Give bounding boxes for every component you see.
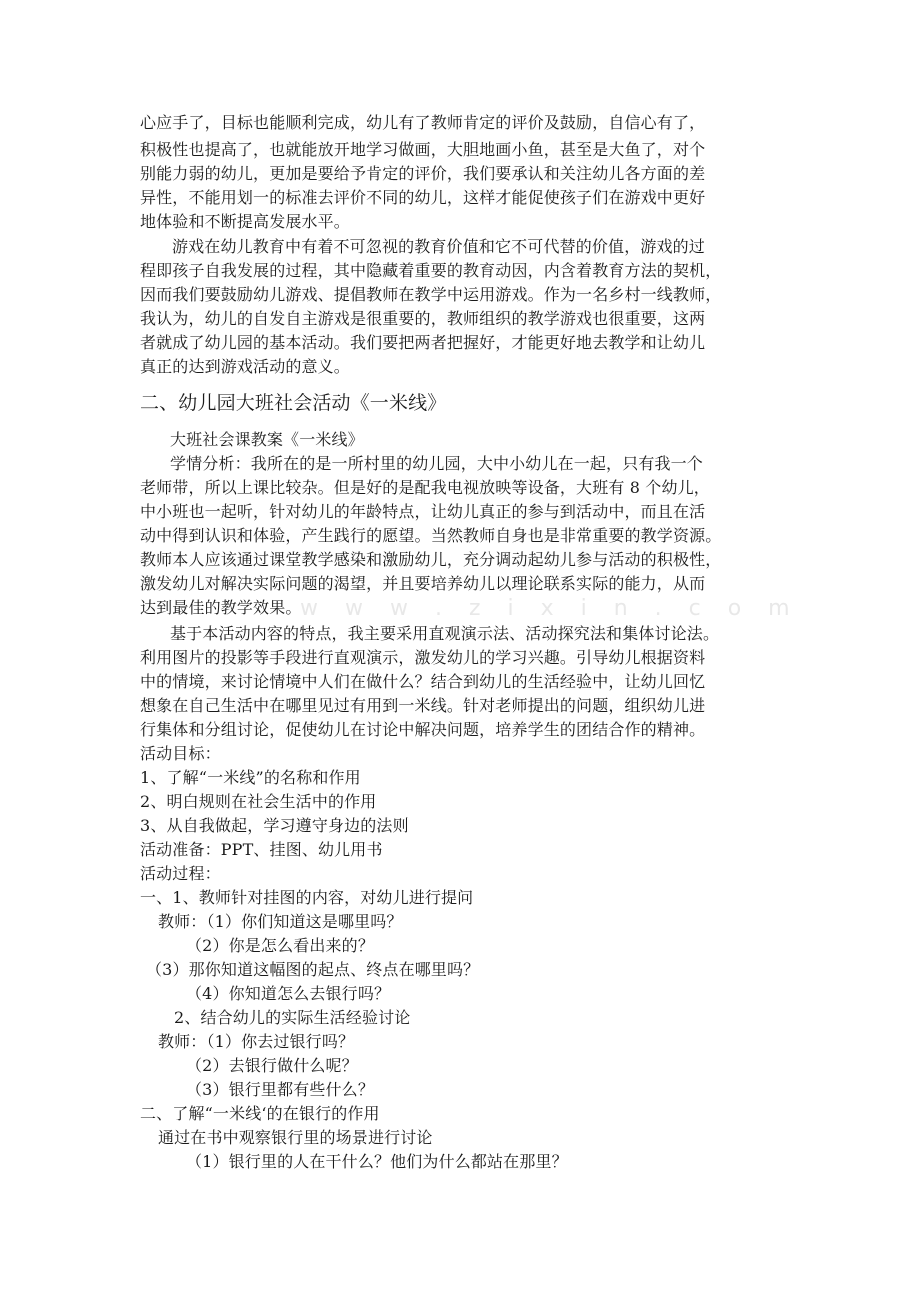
paragraph-line: 教师本人应该通过课堂教学感染和激励幼儿，充分调动起幼儿参与活动的积极性， [140, 550, 722, 569]
goal-item: 3、从自我做起，学习遵守身边的法则 [140, 816, 409, 835]
process-label: 活动过程： [140, 864, 221, 883]
lesson-title: 大班社会课教案《一米线》 [170, 430, 364, 449]
paragraph-line: 老师带，所以上课比较杂。但是好的是配我电视放映等设备，大班有 8 个幼儿， [140, 478, 710, 497]
question-line: （1）银行里的人在干什么？他们为什么都站在那里？ [186, 1152, 568, 1171]
question-line: （3）银行里都有些什么？ [186, 1080, 374, 1099]
paragraph-line: 游戏在幼儿教育中有着不可忽视的教育价值和它不可代替的价值，游戏的过 [172, 237, 705, 256]
paragraph-line: 利用图片的投影等手段进行直观演示，激发幼儿的学习兴趣。引导幼儿根据资料 [140, 648, 706, 667]
goal-item: 2、明白规则在社会生活中的作用 [140, 792, 377, 811]
paragraph-line: 学情分析：我所在的是一所村里的幼儿园，大中小幼儿在一起，只有我一个 [170, 454, 703, 473]
paragraph-line: 中小班也一起听，针对幼儿的年龄特点，让幼儿真正的参与到活动中，而且在活 [140, 502, 706, 521]
paragraph-line: 程即孩子自我发展的过程，其中隐藏着重要的教育动因，内含着教育方法的契机， [140, 261, 722, 280]
paragraph-line: 通过在书中观察银行里的场景进行讨论 [158, 1128, 433, 1147]
question-line: （3）那你知道这幅图的起点、终点在哪里吗？ [146, 960, 480, 979]
process-step: 一、1、教师针对挂图的内容，对幼儿进行提问 [140, 888, 474, 907]
paragraph-line: 异性，不能用划一的标准去评价不同的幼儿，这样才能促使孩子们在游戏中更好 [140, 188, 706, 207]
paragraph-line: 达到最佳的教学效果。 [140, 598, 302, 617]
paragraph-line: 我认为，幼儿的自发自主游戏是很重要的，教师组织的教学游戏也很重要，这两 [140, 309, 706, 328]
question-line: 教师：（1）你去过银行吗？ [158, 1032, 355, 1051]
paragraph-line: 因而我们要鼓励幼儿游戏、提倡教师在教学中运用游戏。作为一名乡村一线教师， [140, 285, 722, 304]
paragraph-line: 中的情境，来讨论情境中人们在做什么？结合到幼儿的生活经验中，让幼儿回忆 [140, 672, 706, 691]
question-line: （4）你知道怎么去银行吗？ [186, 984, 391, 1003]
paragraph-line: 别能力弱的幼儿，更加是要给予肯定的评价，我们要承认和关注幼儿各方面的差 [140, 164, 706, 183]
paragraph-line: 地体验和不断提高发展水平。 [140, 212, 350, 231]
question-line: （2）去银行做什么呢？ [186, 1056, 358, 1075]
question-line: （2）你是怎么看出来的？ [186, 936, 374, 955]
process-step: 二、了解“一米线‘的在银行的作用 [140, 1104, 380, 1123]
paragraph-line: 积极性也提高了，也就能放开地学习做画，大胆地画小鱼，甚至是大鱼了，对个 [140, 140, 706, 159]
paragraph-line: 行集体和分组讨论，促使幼儿在讨论中解决问题，培养学生的团结合作的精神。 [140, 720, 706, 739]
preparation-line: 活动准备：PPT、挂图、幼儿用书 [140, 840, 383, 859]
watermark: w w w . z i x i n . c o m [300, 596, 800, 621]
goals-label: 活动目标： [140, 744, 221, 763]
question-line: 教师：（1）你们知道这是哪里吗？ [158, 912, 403, 931]
paragraph-line: 心应手了，目标也能顺利完成，幼儿有了教师肯定的评价及鼓励，自信心有了， [140, 113, 706, 132]
paragraph-line: 想象在自己生活中在哪里见过有用到一米线。针对老师提出的问题，组织幼儿进 [140, 696, 706, 715]
paragraph-line: 基于本活动内容的特点，我主要采用直观演示法、活动探究法和集体讨论法。 [170, 624, 720, 643]
paragraph-line: 动中得到认识和体验，产生践行的愿望。当然教师自身也是非常重要的教学资源。 [140, 526, 722, 545]
paragraph-line: 激发幼儿对解决实际问题的渴望，并且要培养幼儿以理论联系实际的能力，从而 [140, 574, 706, 593]
paragraph-line: 者就成了幼儿园的基本活动。我们要把两者把握好，才能更好地去教学和让幼儿 [140, 333, 706, 352]
goal-item: 1、了解“一米线”的名称和作用 [140, 768, 361, 787]
section-heading: 二、幼儿园大班社会活动《一米线》 [140, 392, 447, 414]
paragraph-line: 真正的达到游戏活动的意义。 [140, 357, 350, 376]
process-step: 2、结合幼儿的实际生活经验讨论 [174, 1008, 411, 1027]
